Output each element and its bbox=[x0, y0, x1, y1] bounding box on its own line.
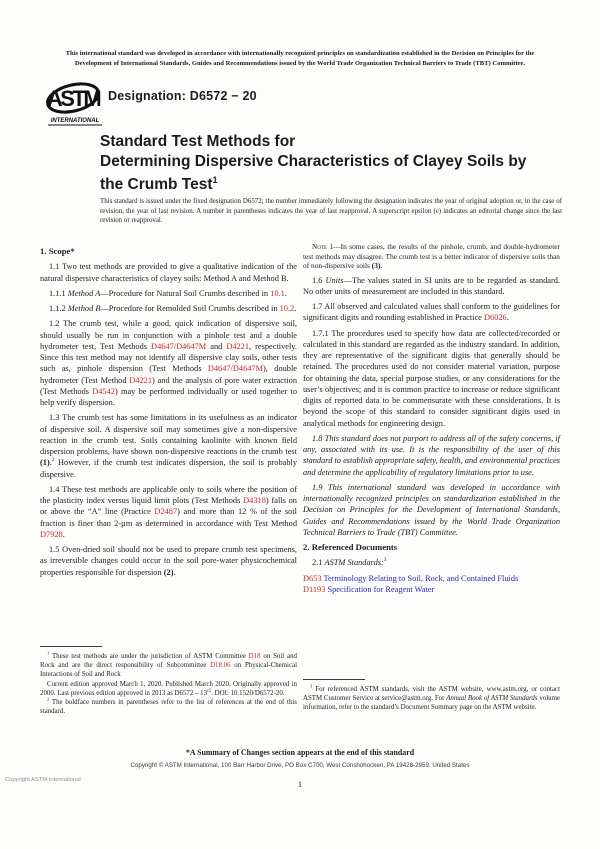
body-paragraph bbox=[40, 412, 297, 480]
body-paragraph bbox=[303, 275, 560, 298]
doc-link[interactable]: D4318 bbox=[243, 496, 266, 505]
text-run: 1.8 This standard does not purport to address all of the safety concerns, if any, associated with its use. It is the responsibility of the user of this standard to establish appropriate safety, health, and environmental practices and determine the applicability of regulatory limitations prior to use. bbox=[303, 433, 560, 477]
body-paragraph bbox=[303, 301, 560, 324]
doc-link[interactable]: D4221 bbox=[226, 341, 250, 351]
right-footnote-list bbox=[303, 685, 560, 713]
text-run: Current edition approved March 1, 2020. Published March 2020. Originally approved in 2000. Last previous edition approved in 2013 as D6572 – 13 bbox=[40, 680, 297, 697]
text-run: . bbox=[294, 304, 297, 313]
logo-text: ASTM bbox=[46, 86, 100, 111]
text-run: 3 bbox=[310, 683, 313, 689]
text-run: 1.1 Two test methods are provided to give a qualitative indication of the natural dispersive characteristics of clayey soils: Method A and Method B. bbox=[40, 262, 297, 283]
reference-entry bbox=[303, 573, 560, 584]
footnote-paragraph bbox=[303, 685, 560, 713]
text-run: (3) bbox=[371, 261, 381, 270]
text-run: ), double hydrometer (Test Method bbox=[40, 364, 297, 385]
footnote-rule bbox=[40, 646, 102, 647]
footnote-rule bbox=[303, 679, 365, 680]
text-run: 1. Scope* bbox=[40, 246, 75, 256]
doc-link[interactable]: Terminology Relating to Soil, Rock, and Contained Fluids bbox=[321, 573, 519, 583]
text-run: However, if the crumb test indicates dispersion, the soil is probably dispersive. bbox=[40, 458, 297, 479]
text-run: 1 bbox=[47, 650, 50, 656]
text-run: These test methods are under the jurisdiction of ASTM Committee bbox=[49, 653, 249, 660]
text-run: . bbox=[62, 529, 65, 539]
top-notice-line1: This international standard was developed in accordance with internationally recognized principles on standardization established in the Decision on Principles for the bbox=[65, 50, 535, 57]
doc-link[interactable]: D7928 bbox=[40, 529, 63, 539]
text-run: ) may be performed individually or used together to help verify dispersion. bbox=[40, 386, 297, 407]
text-run: volume information, refer to the standard’s Document Summary page on the ASTM website. bbox=[303, 695, 560, 712]
doc-link[interactable]: D653 bbox=[303, 573, 322, 583]
text-run: —Procedure for Remolded Soil Crumbs described in bbox=[100, 304, 280, 313]
text-run: ASTM Standards: bbox=[324, 558, 384, 568]
text-run: 2 bbox=[51, 457, 55, 464]
body-paragraph bbox=[40, 303, 297, 314]
summary-of-changes-note: *A Summary of Changes section appears at the end of this standard bbox=[185, 748, 415, 757]
text-run: 3 bbox=[383, 557, 387, 564]
text-run: ε2 bbox=[207, 687, 212, 693]
page-title bbox=[100, 132, 566, 195]
doc-link[interactable]: D6026 bbox=[483, 313, 507, 323]
copyright-line: Copyright © ASTM International, 100 Barr Harbor Drive, PO Box C700, West Conshohocken, PA 19428-2959. United States bbox=[130, 762, 470, 769]
text-run: and bbox=[206, 341, 227, 351]
text-run: Method A bbox=[67, 288, 101, 298]
body-paragraph bbox=[303, 482, 560, 538]
text-run: 1.5 Oven-dried soil should not be used to prepare crumb test specimens, as irreversible changes could occur to the soil pore-water physicochemical properties responsible for dispersion bbox=[40, 545, 297, 577]
text-run: ) falls on or above the “A” line (Practice bbox=[40, 496, 297, 517]
text-run: 1.9 This international standard was developed in accordance with internationally recognized principles on standardization established in the Decision on Principles for the Development of International Standards, Guides and Recommendations issued by the World Trade Organization Technical Barriers to Trade (TBT) Committee. bbox=[303, 482, 560, 537]
text-run: on Soil and Rock and are the direct responsibility of Subcommittee bbox=[40, 653, 297, 670]
right-footnotes bbox=[303, 679, 560, 713]
text-run: . bbox=[380, 261, 383, 270]
designation: Designation: D6572 − 20 bbox=[108, 89, 257, 103]
top-notice-line2: Development of International Standards, Guides and Recommendations issued by the World Trade Organization Technical Barriers to Trade (TBT) Committee. bbox=[74, 59, 526, 67]
doc-link[interactable]: Specification for Reagent Water bbox=[325, 584, 435, 594]
text-run: For referenced ASTM standards, visit the ASTM website, www.astm.org, or contact ASTM Customer Service at service@astm.org. For bbox=[303, 686, 560, 703]
reference-entry bbox=[303, 584, 560, 595]
left-footnotes bbox=[40, 646, 297, 716]
body-paragraph bbox=[303, 328, 560, 429]
text-run: 1.7 All observed and calculated values shall conform to the guidelines for significant digits and rounding established in Practice bbox=[303, 302, 560, 323]
text-run: , respectively. Since this test method may not identify all dispersive clay soils, other tests such as, pinhole dispersion (Test Methods bbox=[40, 341, 297, 374]
section-heading bbox=[303, 542, 560, 553]
text-run: . bbox=[506, 313, 509, 323]
doc-link[interactable]: D4542 bbox=[92, 386, 115, 396]
top-notice bbox=[26, 49, 574, 68]
text-run: The boldface numbers in parentheses refer to the list of references at the end of this standard. bbox=[40, 699, 297, 716]
text-run: ) and more than 12 % of the soil fraction is finer than 2-µm as determined in accordance with Test Method bbox=[40, 507, 297, 528]
title-line3-text: the Crumb Test bbox=[100, 176, 213, 194]
title-line2: Determining Dispersive Characteristics of Clayey Soils by bbox=[100, 152, 527, 170]
text-run: . bbox=[284, 288, 287, 298]
text-run: Note bbox=[312, 242, 328, 251]
section-heading bbox=[40, 246, 297, 257]
text-run: —Procedure for Natural Soil Crumbs described in bbox=[100, 288, 271, 298]
text-run: 1.2 The crumb test, while a good, quick indication of dispersive soil, should usually be run in conjunction with a pinhole test and a double hydrometer test, Test Methods bbox=[40, 319, 297, 351]
doc-link[interactable]: D4221 bbox=[129, 375, 153, 385]
text-run: 2 bbox=[47, 696, 50, 702]
text-run: . DOI: 10.1520/D6572-20. bbox=[211, 689, 285, 697]
body-paragraph bbox=[40, 288, 297, 299]
footnote-paragraph bbox=[40, 652, 297, 680]
text-run: 1.7.1 The procedures used to specify how data are collected/recorded or calculated in this standard are regarded as the industry standard. In addition, they are representative of the significant digits that generally should be retained. The procedures used do not consider material variation, purpose for obtaining the data, special purpose studies, or any considerations for the user’s objectives; and it is common practice to increase or reduce significant digits of reported data to be commensurate with these considerations. It is beyond the scope of this standard to consider significant digits used in analytical methods for engineering design. bbox=[303, 328, 560, 428]
text-run: (2) bbox=[163, 567, 174, 577]
doc-link[interactable]: 10.2 bbox=[279, 304, 295, 313]
logo-subtext: INTERNATIONAL bbox=[50, 118, 100, 124]
text-run: . bbox=[49, 458, 52, 468]
watermark: Copyright ASTM International bbox=[5, 777, 81, 783]
text-run: 2. Referenced Documents bbox=[303, 542, 398, 552]
footnote-paragraph bbox=[40, 680, 297, 698]
body-paragraph bbox=[303, 433, 560, 478]
text-run: (1) bbox=[40, 458, 50, 468]
text-run: 1.4 These test methods are applicable only to soils where the position of the plasticity index versus liquid limit plots (Test Methods bbox=[40, 484, 297, 505]
left-column bbox=[40, 242, 297, 582]
note-paragraph bbox=[303, 242, 560, 271]
doc-link[interactable]: D4647/D4647M bbox=[151, 341, 207, 351]
body-paragraph bbox=[40, 484, 297, 540]
left-footnote-list bbox=[40, 652, 297, 716]
text-run: 1.3 The crumb test has some limitations in its usefulness as an indicator of dispersive soil. A dispersive soil may sometimes give a non-dispersive reaction in the crumb test. Soils containing kaolinite with known field dispersion problems, have shown non-dispersive reactions in the crumb test bbox=[40, 413, 297, 456]
text-run: 1.6 bbox=[312, 275, 326, 285]
body-paragraph bbox=[40, 544, 297, 578]
text-run: 1.1.1 bbox=[49, 288, 68, 298]
doc-link[interactable]: D18 bbox=[248, 653, 261, 660]
body-paragraph bbox=[40, 261, 297, 284]
doc-link[interactable]: D18.06 bbox=[210, 662, 231, 670]
text-run: 1.1.2 bbox=[49, 304, 68, 313]
page-number: 1 bbox=[297, 779, 303, 789]
text-run: Annual Book of ASTM Standards bbox=[446, 695, 538, 703]
text-run: Method B bbox=[67, 304, 101, 313]
title-line1: Standard Test Methods for bbox=[100, 133, 296, 150]
doc-link[interactable]: D4647/D4647M bbox=[207, 364, 264, 374]
right-column bbox=[303, 242, 560, 595]
text-run: 1—In some cases, the results of the pinhole, crumb, and double-hydrometer test methods may disagree. The crumb test is a better indicator of dispersive soils than of non-dispersive soils bbox=[303, 242, 560, 270]
astm-logo bbox=[44, 79, 106, 127]
doc-link[interactable]: D1193 bbox=[303, 584, 326, 594]
text-run: 2.1 bbox=[312, 558, 325, 568]
title-footnote-ref: 1 bbox=[212, 175, 218, 185]
footnote-paragraph bbox=[40, 698, 297, 716]
text-run: —The values stated in SI units are to be regarded as standard. No other units of measurement are included in this standard. bbox=[303, 275, 560, 296]
body-paragraph bbox=[303, 557, 560, 568]
text-run: on Physical-Chemical Interactions of Soil and Rock bbox=[40, 662, 298, 679]
text-run: ) and the analysis of pore water extraction (Test Methods bbox=[40, 375, 297, 396]
text-run: . bbox=[173, 567, 176, 577]
body-paragraph bbox=[40, 318, 297, 408]
doc-link[interactable]: 10.1 bbox=[270, 288, 285, 298]
title-line3 bbox=[100, 171, 566, 195]
text-run: Units bbox=[325, 275, 344, 285]
doc-link[interactable]: D2487 bbox=[154, 507, 178, 517]
issued-statement: This standard is issued under the fixed designation D6572; the number immediately following the designation indicates the year of original adoption or, in the case of revision, the year of last revision. A number in parentheses indicates the year of last reapproval. A superscript epsilon (ε) indicates an editorial change since the last revision or reapproval. bbox=[100, 198, 562, 225]
